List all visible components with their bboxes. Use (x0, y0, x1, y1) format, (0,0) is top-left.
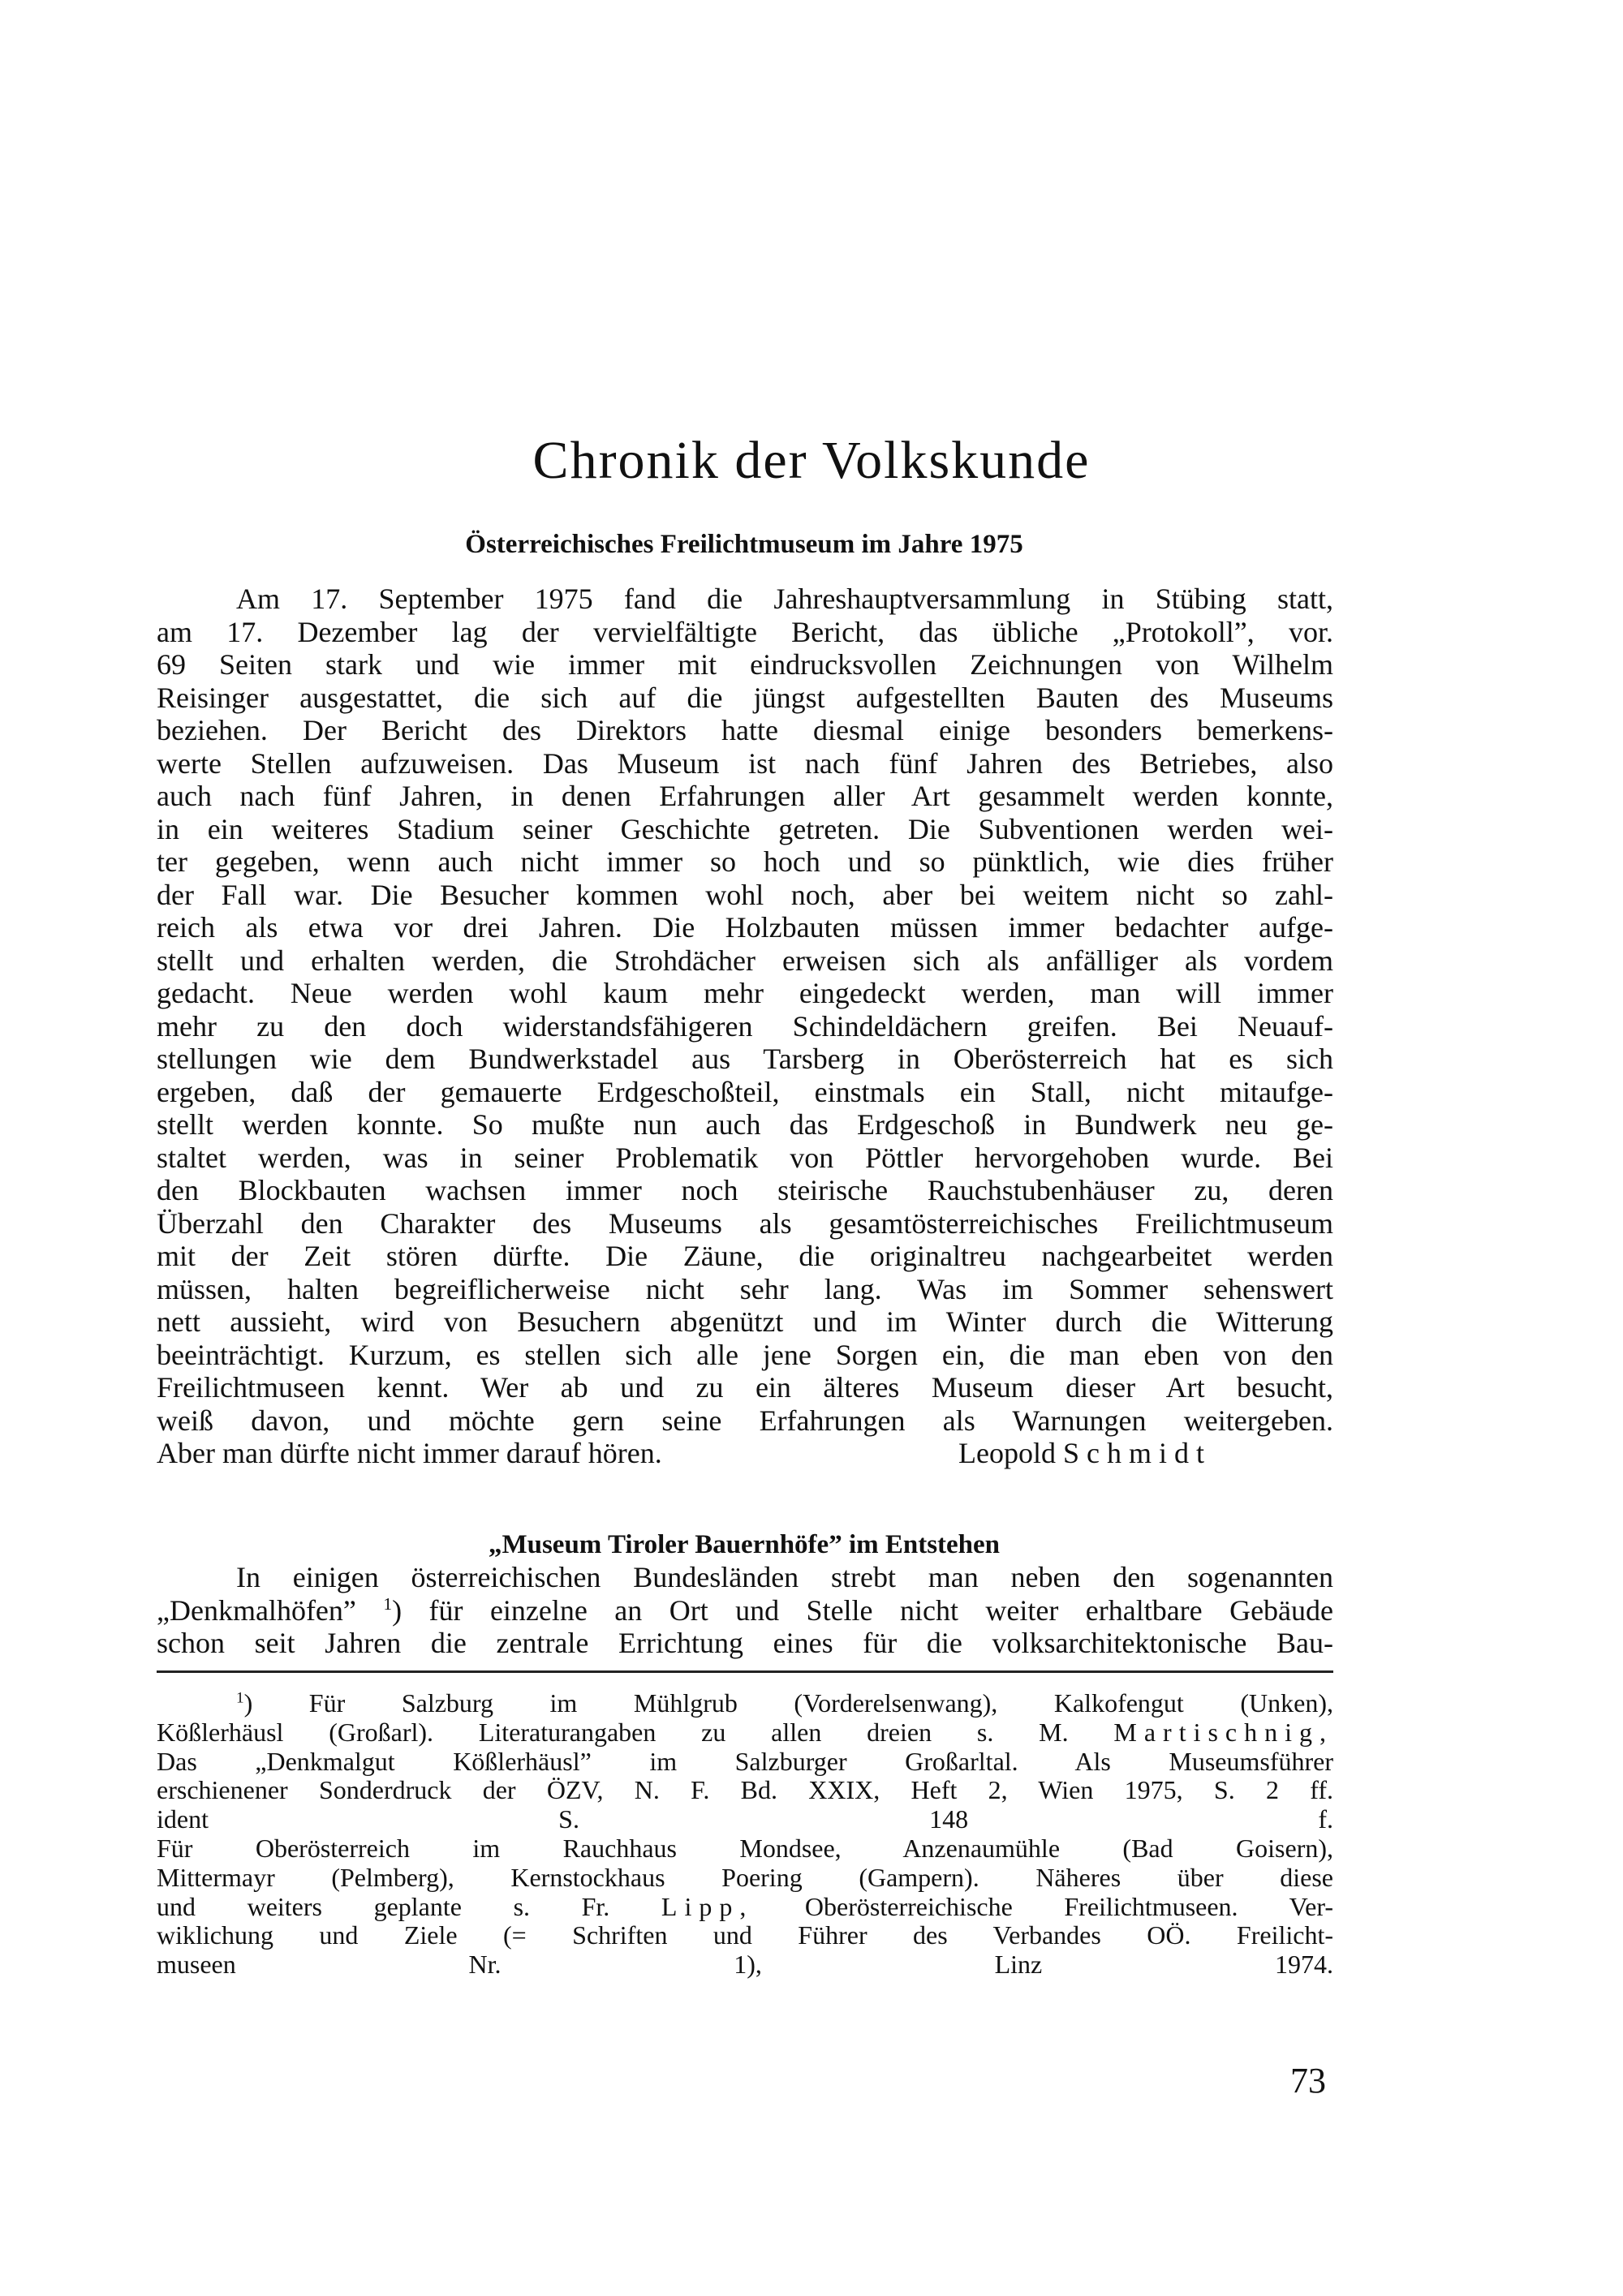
article-body-tiroler-bauernhoefe (157, 1561, 1333, 1660)
footnote-line: museen Nr. 1), Linz 1974. (157, 1950, 1333, 1980)
author-signature (958, 1437, 1212, 1470)
section-heading-tiroler-bauernhoefe: „Museum Tiroler Bauernhöfe” im Entstehen (488, 1530, 1001, 1559)
text-line: reich als etwa vor drei Jahren. Die Holzbauten müssen immer bedachter aufge- (157, 911, 1333, 944)
text-line: Überzahl den Charakter des Museums als gesamtösterreichisches Freilichtmuseum (157, 1206, 1333, 1240)
footnote-line: wiklichung und Ziele (= Schriften und Führer des Verbandes OÖ. Freilicht- (157, 1920, 1333, 1950)
author-first-name: Leopold (958, 1437, 1056, 1469)
footnote-reference[interactable]: 1 (383, 1593, 393, 1614)
text-line: Freilichtmuseen kennt. Wer ab und zu ein älteres Museum dieser Art besucht, (157, 1371, 1333, 1404)
text-fragment: ) für einzelne an Ort und Stelle nicht weiter erhaltbare Gebäude (392, 1593, 1334, 1627)
text-line: weiß davon, und möchte gern seine Erfahrungen als Warnungen weitergeben. (157, 1404, 1333, 1437)
footnotes (157, 1689, 1333, 1980)
article-body-freilichtmuseum (157, 583, 1333, 1470)
text-line: am 17. Dezember lag der vervielfältigte Bericht, das übliche „Protokoll”, vor. (157, 615, 1333, 648)
text-line: den Blockbauten wachsen immer noch steirische Rauchstubenhäuser zu, deren (157, 1174, 1333, 1206)
footnote-line: Für Oberösterreich im Rauchhaus Mondsee, Anzenaumühle (Bad Goisern), (157, 1833, 1333, 1863)
text-line: beeinträchtigt. Kurzum, es stellen sich alle jene Sorgen ein, die man eben von den (157, 1338, 1333, 1371)
text-line: werte Stellen aufzuweisen. Das Museum ist nach fünf Jahren des Betriebes, also (157, 746, 1333, 780)
text-line (157, 1594, 1333, 1627)
cited-author-name: Lipp, (661, 1891, 754, 1921)
text-line: In einigen österreichischen Bundesländen strebt man neben den sogenannten (236, 1561, 1333, 1593)
footnote-line (157, 1893, 1333, 1922)
text-line: Aber man dürfte nicht immer darauf hören. (157, 1437, 662, 1469)
text-line: Am 17. September 1975 fand die Jahreshauptversammlung in Stübing statt, (236, 583, 1333, 615)
cited-author-name: Martischnig, (1113, 1717, 1334, 1747)
text-line: stellt und erhalten werden, die Strohdächer erweisen sich als anfälliger als vordem (157, 944, 1333, 977)
footnote-line (157, 1689, 1333, 1718)
text-line: beziehen. Der Bericht des Direktors hatte diesmal einige besonders bemerkens- (157, 714, 1333, 746)
page-number: 73 (1290, 2061, 1326, 2100)
text-fragment: Oberösterreichische Freilichtmuseen. Ver- (804, 1891, 1334, 1921)
text-line: 69 Seiten stark und wie immer mit eindrucksvollen Zeichnungen von Wilhelm (157, 648, 1333, 681)
text-fragment: ) Für Salzburg im Mühlgrub (Vorderelsenwang), Kalkofengut (Unken), (243, 1688, 1333, 1718)
text-line: mit der Zeit stören dürfte. Die Zäune, die originaltreu nachgearbeitet werden (157, 1240, 1333, 1272)
footnote-line: Das „Denkmalgut Kößlerhäusl” im Salzburger Großarltal. Als Museumsführer (157, 1746, 1333, 1776)
text-fragment: Kößlerhäusl (Großarl). Literaturangaben zu allen dreien s. M. (157, 1717, 1069, 1747)
text-line: staltet werden, was in seiner Problematik von Pöttler hervorgehoben wurde. Bei (157, 1141, 1333, 1174)
text-line: Reisinger ausgestattet, die sich auf die jüngst aufgestellten Bauten des Museums (157, 681, 1333, 714)
footnote-divider (157, 1670, 1333, 1673)
text-line: müssen, halten begreiflicherweise nicht sehr lang. Was im Sommer sehenswert (157, 1272, 1333, 1305)
text-line: in ein weiteres Stadium seiner Geschichte getreten. Die Subventionen werden wei- (157, 812, 1333, 845)
text-fragment: und weiters geplante s. Fr. (157, 1891, 610, 1921)
page-title: Chronik der Volkskunde (532, 431, 1091, 490)
text-line: nett aussieht, wird von Besuchern abgenützt und im Winter durch die Witterung (157, 1305, 1333, 1338)
text-line-with-signature (157, 1437, 1333, 1470)
section-heading-freilichtmuseum: Österreichisches Freilichtmuseum im Jahre 1975 (465, 530, 1023, 559)
text-line: stellt werden konnte. So mußte nun auch das Erdgeschoß in Bundwerk neu ge- (157, 1108, 1333, 1141)
text-line: stellungen wie dem Bundwerkstadel aus Tarsberg in Oberösterreich hat es sich (157, 1043, 1333, 1075)
footnote-line: Mittermayr (Pelmberg), Kernstockhaus Poering (Gampern). Näheres über diese (157, 1862, 1333, 1892)
text-line: mehr zu den doch widerstandsfähigeren Schindeldächern greifen. Bei Neuauf- (157, 1009, 1333, 1043)
text-line: schon seit Jahren die zentrale Errichtung eines für die volksarchitektonische Bau- (157, 1627, 1333, 1659)
text-line: ergeben, daß der gemauerte Erdgeschoßteil, einstmals ein Stall, nicht mitaufge- (157, 1075, 1333, 1108)
footnote-line: ident S. 148 f. (157, 1804, 1333, 1834)
footnote-marker: 1 (236, 1689, 244, 1707)
text-fragment: „Denkmalhöfen” (157, 1593, 356, 1627)
text-line: ter gegeben, wenn auch nicht immer so hoch und so pünktlich, wie dies früher (157, 845, 1333, 878)
text-line: der Fall war. Die Besucher kommen wohl noch, aber bei weitem nicht so zahl- (157, 878, 1333, 911)
text-line: gedacht. Neue werden wohl kaum mehr eingedeckt werden, man will immer (157, 977, 1333, 1009)
author-last-name: Schmidt (1062, 1437, 1212, 1469)
text-line: auch nach fünf Jahren, in denen Erfahrungen aller Art gesammelt werden konnte, (157, 780, 1333, 812)
footnote-line (157, 1718, 1333, 1748)
footnote-line: erschienener Sonderdruck der ÖZV, N. F. Bd. XXIX, Heft 2, Wien 1975, S. 2 ff. (157, 1775, 1333, 1805)
